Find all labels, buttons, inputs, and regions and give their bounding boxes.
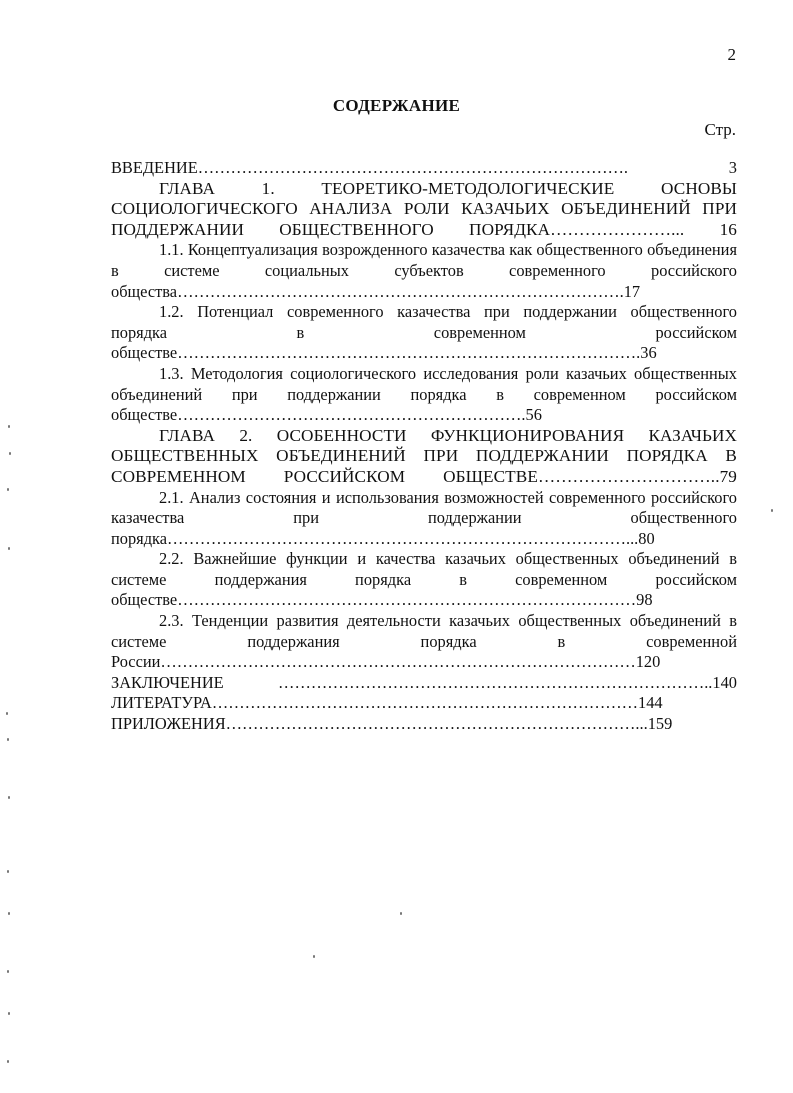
toc-entry-text: 1.2. Потенциал современного казачества при поддержании общественного порядка в современном российском обществе: [111, 302, 737, 363]
toc-page-number: 120: [635, 652, 661, 672]
toc-entry-section-2-3: [111, 611, 737, 673]
toc-entry-text: 2.1. Анализ состояния и использования возможностей современного российского казачества при поддержании общественного порядка: [111, 487, 737, 548]
scan-speck: [8, 547, 10, 550]
toc-entry-text: 1.3. Методология социологического исследования роли казачьих общественных объединений при поддержании порядка в современном российском обществе: [111, 363, 737, 425]
scan-speck: [7, 738, 9, 741]
toc-leader-dots: ……………………………………………………………………………: [160, 652, 636, 672]
toc-leader-dots: …………………………..: [537, 466, 720, 486]
toc-leader-dots: ……………………………………………………….: [177, 405, 526, 425]
table-of-contents: [111, 158, 737, 735]
scan-speck: [6, 712, 8, 715]
scan-speck: [7, 1060, 9, 1063]
toc-leader-dots: …………………………………………………………………….: [197, 158, 629, 177]
scan-speck: [7, 970, 9, 973]
toc-page-number: 98: [636, 590, 653, 610]
toc-page-number: 144: [638, 693, 663, 713]
scan-speck: [7, 488, 9, 491]
toc-page-number: 80: [638, 528, 655, 548]
toc-page-number: 16: [684, 219, 737, 239]
toc-leader-dots: …………………………………………………………………………: [177, 590, 637, 610]
toc-leader-dots: ………………………………………………………………………….: [177, 343, 641, 363]
toc-entry-text: 2.3. Тенденции развития деятельности казачьих общественных объединений в системе поддержания порядка в современной России: [111, 611, 737, 672]
toc-leader-dots: ……………………………………………………………………….: [177, 281, 624, 301]
scan-speck: [400, 912, 402, 915]
toc-page-number: 17: [623, 281, 641, 301]
page-title: СОДЕРЖАНИЕ: [332, 96, 461, 115]
scan-speck: [8, 912, 10, 915]
page-column-label: Стр.: [704, 120, 736, 139]
toc-entry-section-1-1: [111, 240, 737, 302]
scan-speck: [9, 452, 11, 455]
toc-leader-dots: ……………………………………………………………………..: [223, 672, 713, 692]
toc-page-number: 3: [628, 158, 737, 177]
toc-entry-section-1-3: [111, 364, 737, 426]
toc-leader-dots: ……………………………………………………………………: [211, 693, 639, 713]
toc-entry-conclusion: [111, 673, 737, 694]
toc-leader-dots: …………………………………………………………………………...: [167, 528, 639, 548]
toc-page-number: 56: [525, 405, 542, 425]
toc-entry-text: ЗАКЛЮЧЕНИЕ: [111, 672, 224, 692]
toc-page-number: 140: [712, 672, 737, 692]
toc-entry-section-1-2: [111, 302, 737, 364]
page-number: 2: [727, 45, 736, 64]
scan-speck: [8, 425, 10, 428]
scan-speck: [313, 955, 315, 958]
toc-entry-text: ГЛАВА 2. ОСОБЕННОСТИ ФУНКЦИОНИРОВАНИЯ КАЗАЧЬИХ ОБЩЕСТВЕННЫХ ОБЪЕДИНЕНИЙ ПРИ ПОДДЕРЖАНИИ ПОРЯДКА В СОВРЕМЕННОМ РОССИЙСКОМ ОБЩЕСТВЕ: [111, 425, 737, 486]
toc-page-number: 36: [640, 343, 657, 363]
toc-entry-text: ГЛАВА 1. ТЕОРЕТИКО-МЕТОДОЛОГИЧЕСКИЕ ОСНОВЫ СОЦИОЛОГИЧЕСКОГО АНАЛИЗА РОЛИ КАЗАЧЬИХ ОБЪЕДИНЕНИЙ ПРИ ПОДДЕРЖАНИИ ОБЩЕСТВЕННОГО ПОРЯДКА: [111, 178, 737, 239]
toc-entry-section-2-1: [111, 488, 737, 550]
toc-entry-text: ВВЕДЕНИЕ: [111, 158, 198, 177]
toc-entry-text: 2.2. Важнейшие функции и качества казачьих общественных объединений в системе поддержания порядка в современном российском обществе: [111, 549, 737, 610]
toc-page-number: 79: [719, 466, 737, 486]
scan-speck: [8, 796, 10, 799]
toc-leader-dots: …………………...: [550, 219, 685, 239]
toc-entry-text: ПРИЛОЖЕНИЯ: [111, 714, 226, 734]
scan-speck: [7, 870, 9, 873]
toc-page-number: 159: [647, 714, 673, 734]
toc-entry-literature: [111, 693, 737, 714]
toc-leader-dots: …………………………………………………………………...: [225, 714, 648, 734]
toc-entry-text: ЛИТЕРАТУРА: [111, 693, 212, 713]
toc-entry-text: 1.1. Концептуализация возрожденного казачества как общественного объединения в системе социальных субъектов современного российского общества: [111, 240, 737, 301]
toc-entry-chapter-1: [111, 179, 737, 241]
toc-entry-chapter-2: [111, 426, 737, 488]
toc-entry-introduction: [111, 158, 737, 179]
scan-speck: [8, 1012, 10, 1015]
scan-speck: [771, 509, 773, 512]
toc-entry-appendices: [111, 714, 737, 735]
toc-entry-section-2-2: [111, 549, 737, 611]
